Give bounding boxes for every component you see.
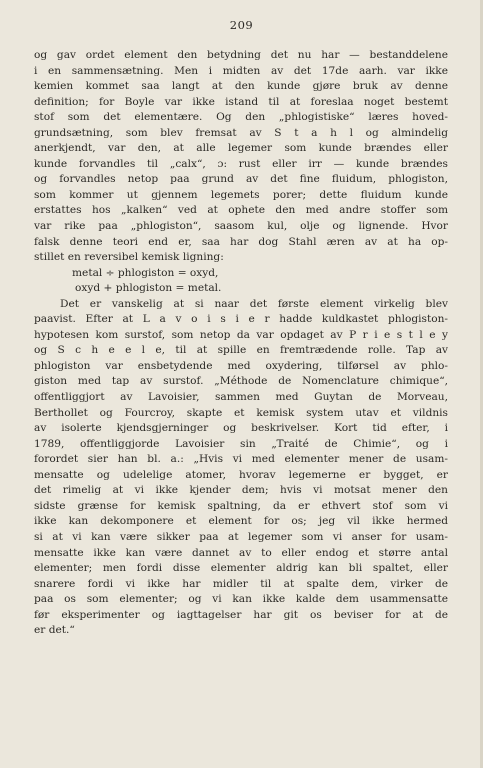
page-number: 209 (229, 18, 254, 32)
text-line: i en sammensætning. Men i midten av det 17de aarh. var ikke (34, 64, 448, 77)
text-line: og forvandles netop paa grund av det fine fluidum, phlogiston, (34, 173, 448, 186)
text-line: av isolerte kjendsgjerninger og beskrivelser. Kort tid efter, i (34, 422, 448, 435)
text-line: falsk denne teori end er, saa har dog Stahl æren av at ha op- (34, 235, 448, 248)
text-line: offentliggjort av Lavoisier, sammen med Guytan de Morveau, (34, 391, 448, 404)
text-line: elementer; men fordi disse elementer aldrig kan bli spaltet, eller (34, 562, 448, 575)
text-line: som kommer ut gjennem legemets porer; dette fluidum kunde (34, 188, 448, 201)
text-line: definition; for Boyle var ikke istand til at foreslaa noget bestemt (34, 95, 448, 108)
text-line: stillet en reversibel kemisk ligning: (34, 251, 224, 264)
formula-line: oxyd + phlogiston = metal. (75, 282, 222, 295)
text-line: paa os som elementer; og vi kan ikke kalde dem usammensatte (34, 593, 448, 606)
text-line: Det er vanskelig at si naar det første element virkelig blev (60, 297, 448, 310)
body-text (34, 48, 448, 639)
text-line: Berthollet og Fourcroy, skapte et kemisk system utav et vildnis (34, 406, 448, 419)
text-line: var rike paa „phlogiston“, saasom kul, olje og lignende. Hvor (34, 220, 448, 233)
text-line: giston med tap av surstof. „Méthode de Nomenclature chimique“, (34, 375, 448, 388)
text-line: si at vi kan være sikker paa at legemer som vi anser for usam- (34, 530, 448, 543)
text-line: forordet sier han bl. a.: „Hvis vi med elementer mener de usam- (34, 453, 448, 466)
formula-line: metal ÷ phlogiston = oxyd, (72, 266, 219, 279)
text-line: mensatte ikke kan være dannet av to eller endog et større antal (34, 546, 448, 559)
text-line: 1789, offentliggjorde Lavoisier sin „Traité de Chimie“, og i (34, 437, 448, 450)
text-line: phlogiston var ensbetydende med oxydering, tilførsel av phlo- (34, 359, 448, 372)
text-line: og S c h e e l e, til at spille en fremtrædende rolle. Tap av (34, 344, 448, 357)
text-line: sidste grænse for kemisk spaltning, da er ethvert stof som vi (34, 499, 448, 512)
text-line: snarere fordi vi ikke har midler til at spalte dem, virker de (34, 577, 448, 590)
text-line: erstattes hos „kalken“ ved at ophete den med andre stoffer som (34, 204, 448, 217)
text-line: anerkjendt, var den, at alle legemer som kunde brændes eller (34, 142, 448, 155)
text-line: kemien kommet saa langt at den kunde gjøre bruk av denne (34, 80, 448, 93)
text-line: stof som det elementære. Og den „phlogistiske“ læres hoved- (34, 111, 448, 124)
text-line: paavist. Efter at L a v o i s i e r hadde kuldkastet phlogiston- (34, 313, 448, 326)
text-line: ikke kan dekomponere et element for os; jeg vil ikke hermed (34, 515, 448, 528)
text-line: før eksperimenter og iagttagelser har git os beviser for at de (34, 608, 448, 621)
text-line: og gav ordet element den betydning det nu har — bestanddelene (34, 49, 448, 61)
text-line: grundsætning, som blev fremsat av S t a h l og almindelig (34, 126, 448, 139)
text-line: mensatte og udelelige atomer, hvorav legemerne er bygget, er (34, 468, 448, 481)
text-line: kunde forvandles til „calx“, ɔ: rust eller irr — kunde brændes (34, 157, 448, 170)
text-line: hypotesen kom surstof, som netop da var opdaget av P r i e s t l e y (34, 328, 448, 341)
text-line: det rimelig at vi ikke kjender dem; hvis vi motsat mener den (34, 484, 448, 497)
text-line: er det.“ (34, 624, 75, 637)
